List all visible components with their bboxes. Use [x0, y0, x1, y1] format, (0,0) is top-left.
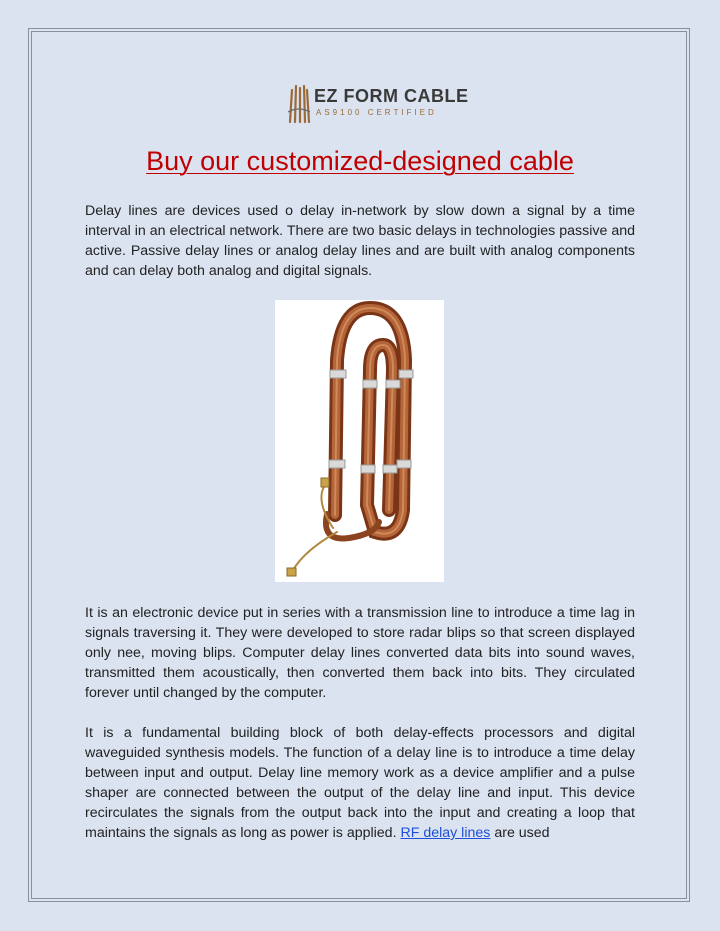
- paragraph-function-tail: are used: [494, 825, 550, 841]
- logo-tagline: AS9100 CERTIFIED: [316, 108, 437, 117]
- paragraph-function-text: It is a fundamental building block of both delay-effects processors and digital waveguided synthesis models. The function of a delay line is to introduce a time delay between input and output. Delay line memory work as a device amplifier and a pulse shaper are connected between the output of the delay line and input. This device recirculates the signals from the output back into the input and creating a loop that maintains the signals as long as power is applied.: [85, 725, 635, 841]
- paragraph-history: It is an electronic device put in series with a transmission line to introduce a time lag in signals traversing it. They were developed to store radar blips so that screen displayed only nee, moving blips. Computer delay lines converted data bits into sound waves, transmitted them acoustically, then converted them back into bits. They circulated forever until changed by the computer.: [85, 605, 635, 701]
- paragraph-function: [85, 723, 635, 843]
- company-logo[interactable]: [286, 84, 469, 124]
- page-title[interactable]: Buy our customized-designed cable: [146, 146, 574, 176]
- cable-bundle-icon: [286, 84, 312, 124]
- logo-brand-name: EZ FORM CABLE: [314, 86, 469, 106]
- rf-delay-lines-link[interactable]: RF delay lines: [400, 825, 491, 841]
- delay-line-cable-photo: [275, 300, 444, 582]
- paragraph-intro: Delay lines are devices used o delay in-network by slow down a signal by a time interval in an electrical network. There are two basic delays in technologies passive and active. Passive delay lines or analog delay lines and are built with analog components and can delay both analog and digital signals.: [85, 203, 635, 279]
